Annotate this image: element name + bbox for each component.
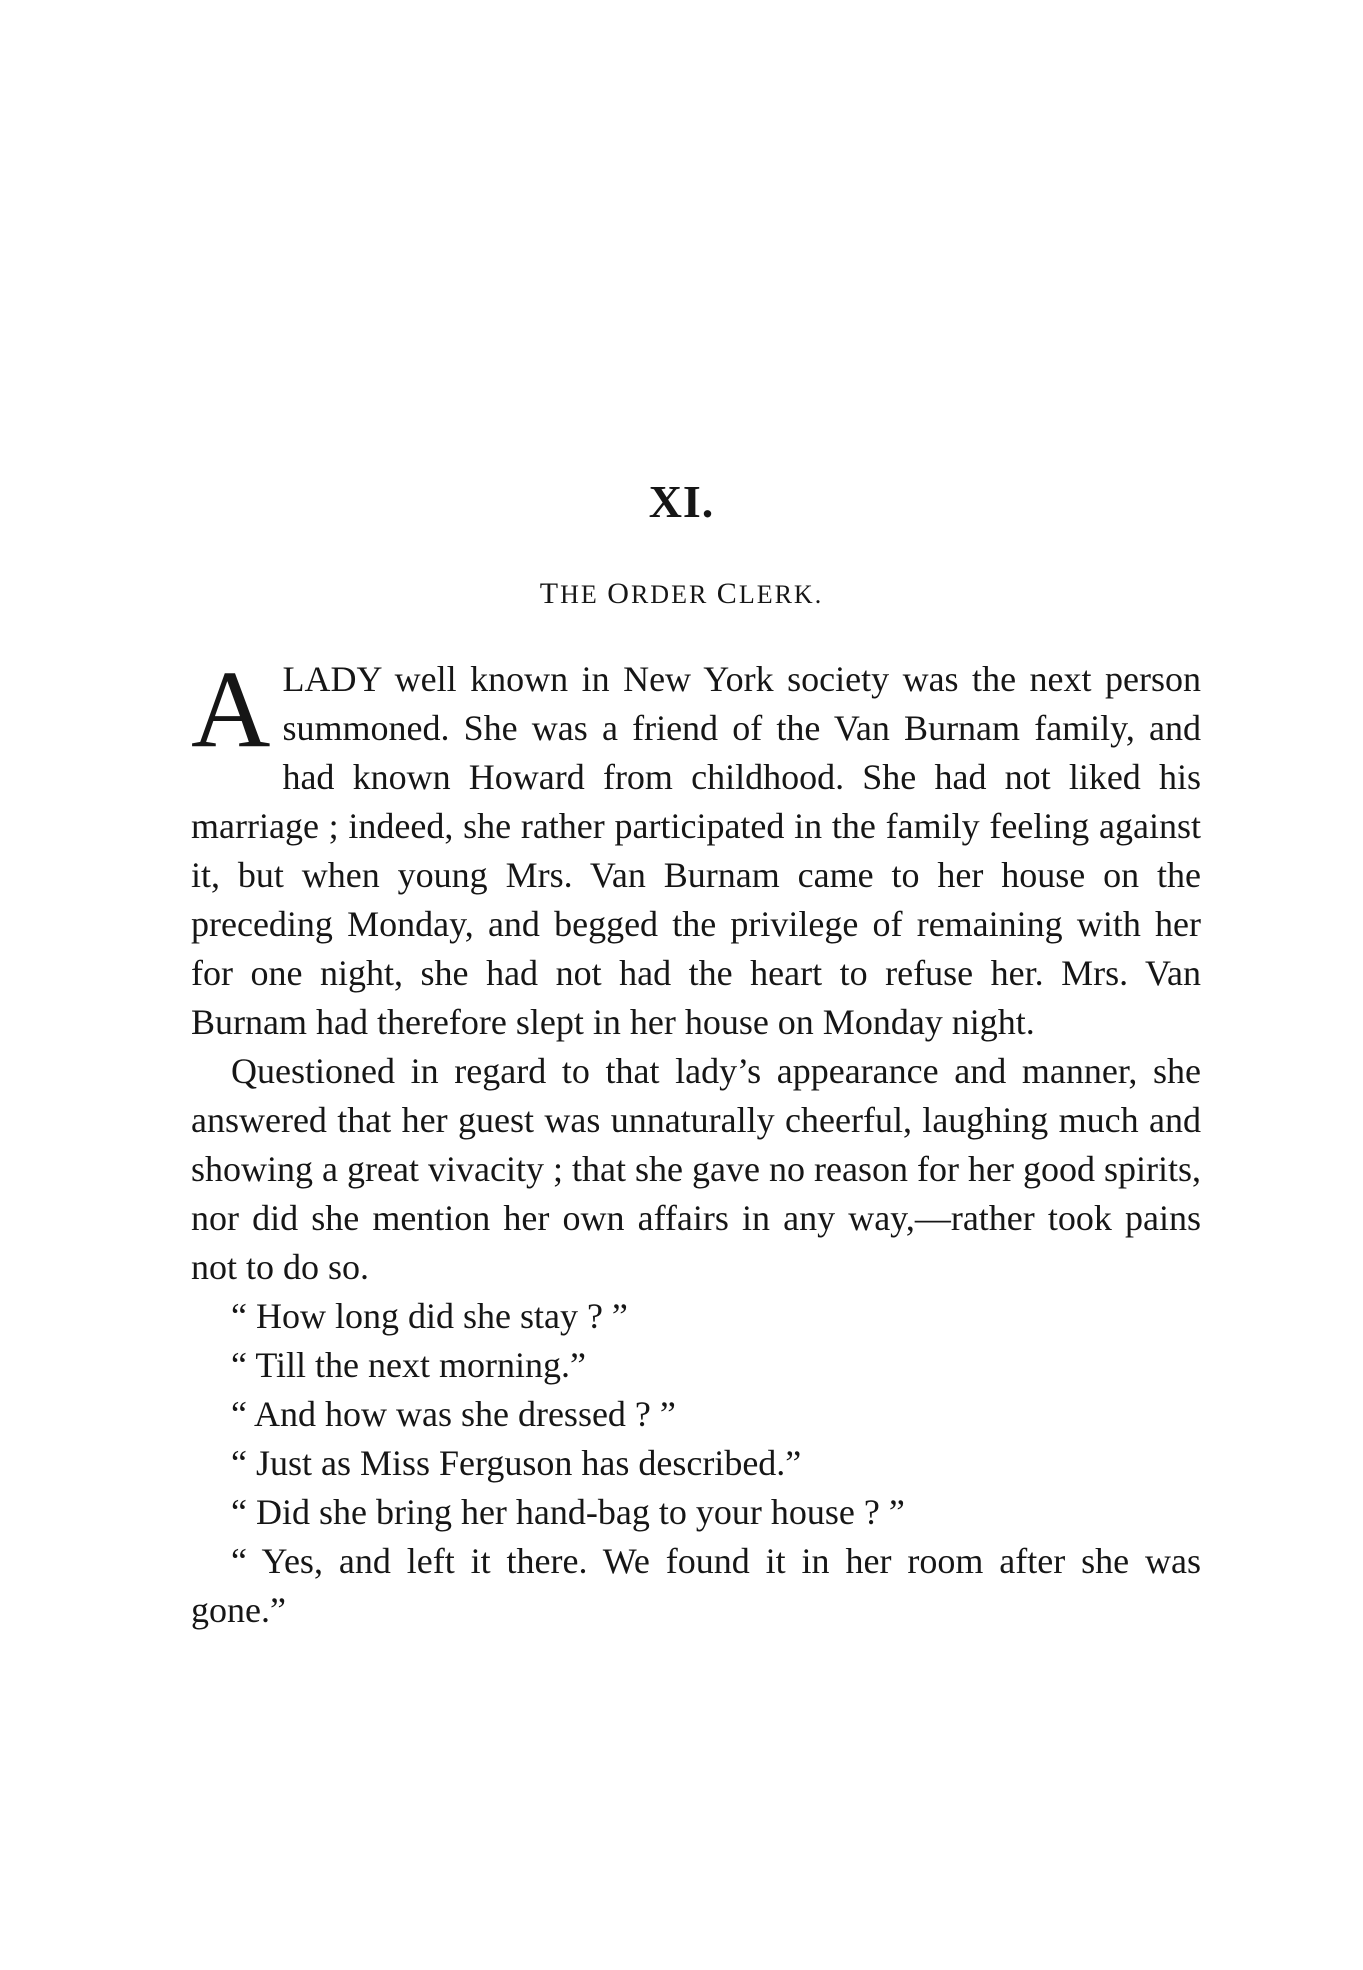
dialogue-line: “ Till the next morning.” — [231, 1345, 586, 1385]
opening-paragraph — [191, 648, 1201, 1047]
drop-cap: A — [191, 648, 271, 770]
chapter-title — [0, 577, 1363, 612]
dialogue-line: “ And how was she dressed ? ” — [231, 1394, 676, 1434]
chapter-title-rest-1: HE — [560, 580, 608, 609]
body-text — [191, 648, 1201, 1635]
dialogue-line: “ Did she bring her hand-bag to your house ? ” — [231, 1492, 905, 1532]
opening-paragraph-text: LADY well known in New York society was the next person summoned. She was a friend of the Van Burnam family, and had known Howard from childhood. She had not liked his marriage ; indeed, she rather participated in the family feeling against it, but when young Mrs. Van Burnam came to her house on the preceding Monday, and begged the privilege of remaining with her for one night, she had not had the heart to refuse her. Mrs. Van Burnam had therefore slept in her house on Monday night. — [191, 659, 1201, 1042]
chapter-title-rest-2: RDER — [630, 580, 717, 609]
dialogue-line: “ How long did she stay ? ” — [231, 1296, 628, 1336]
chapter-title-initial-1: T — [539, 577, 561, 610]
dialogue-line: “ Yes, and left it there. We found it in her room after she was gone.” — [191, 1541, 1201, 1630]
dialogue-line: “ Just as Miss Ferguson has described.” — [231, 1443, 802, 1483]
chapter-title-initial-2: O — [607, 577, 631, 610]
paragraph: Questioned in regard to that lady’s appearance and manner, she answered that her guest was unnaturally cheerful, laughing much and showing a great vivacity ; that she gave no reason for her good spirits, nor did she mention her own affairs in any way,—rather took pains not to do so. — [191, 1051, 1201, 1287]
chapter-title-initial-3: C — [716, 577, 739, 610]
chapter-title-rest-3: LERK. — [738, 580, 824, 609]
chapter-number: XI. — [648, 476, 715, 527]
